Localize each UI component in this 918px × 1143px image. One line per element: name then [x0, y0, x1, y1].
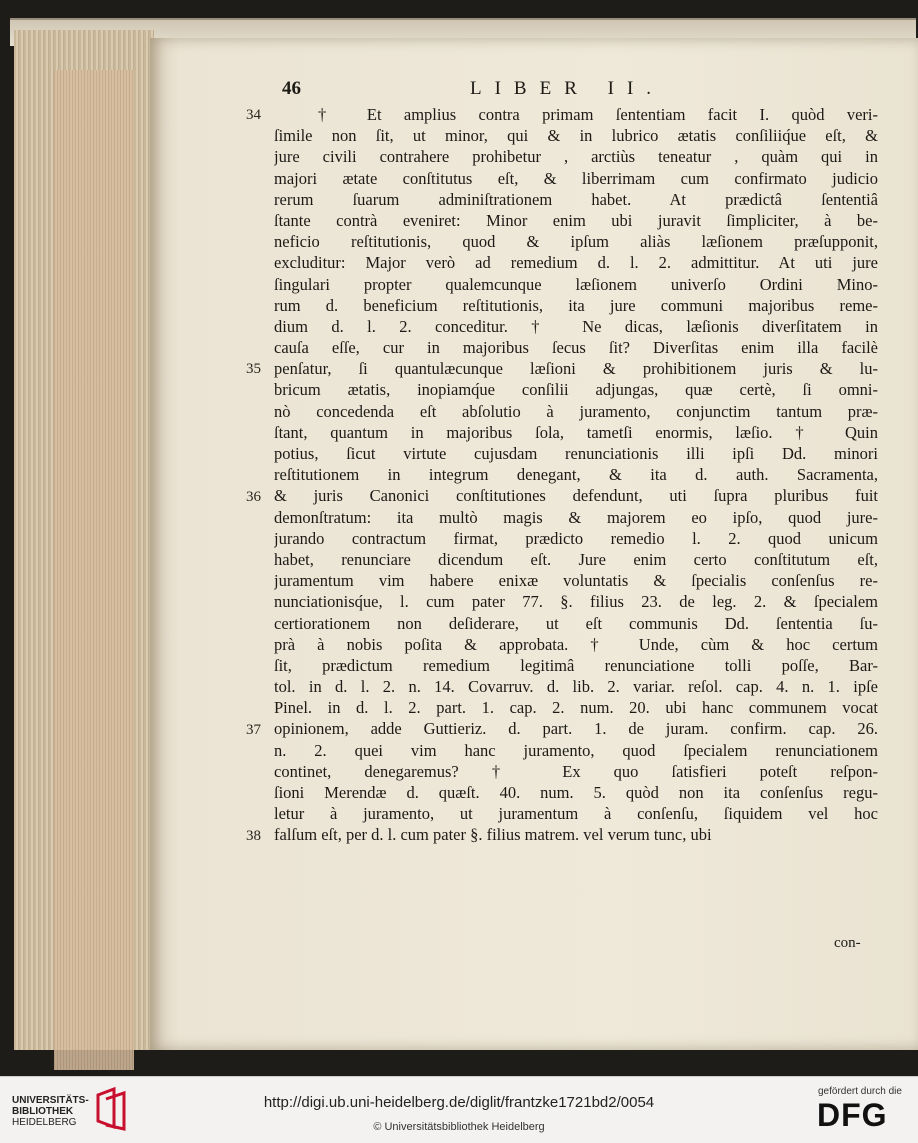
text-line: certiorationem non deſiderare, ut eſt communis Dd. ſententia ſu- — [274, 613, 878, 633]
text-line: continet, denegaremus? † Ex quo ſatisfieri poteſt reſpon- — [274, 761, 878, 781]
text-line: cauſa eſſe, cur in majoribus ſecus ſit? Diverſitas enim illa facilè — [274, 338, 878, 358]
text-line: ſtante contrà eveniret: Minor enim ubi juravit ſimpliciter, à be- — [274, 210, 878, 230]
text-line: tol. in d. l. 2. n. 14. Covarruv. d. lib. 2. variar. reſol. cap. 4. n. 1. ipſe — [274, 677, 878, 697]
margin-number: 37 — [246, 721, 261, 738]
funder-label: gefördert durch die — [818, 1086, 902, 1097]
text-line: majori ætate conſtitutus eſt, & liberrimam cum confirmato judicio — [274, 168, 878, 188]
text-line: juramentum vim habere enixæ voluntatis & ſpecialis conſenſus re- — [274, 571, 878, 591]
text-line: n. 2. quei vim hanc juramento, quod ſpecialem renunciationem — [274, 740, 878, 760]
text-line: habet, renunciare dicendum eſt. Jure enim certo conſtitutum eſt, — [274, 549, 878, 569]
page-number: 46 — [282, 78, 301, 99]
dfg-logo: DFG — [817, 1097, 888, 1133]
page-stack-edge — [14, 30, 154, 1050]
text-line: falſum eſt, per d. l. cum pater §. filius matrem. vel verum tunc, ubi — [274, 825, 712, 845]
text-line: nunciationisq́ue, l. cum pater 77. §. filius 23. de leg. 2. & ſpecialem — [274, 592, 878, 612]
catchword: con- — [834, 935, 861, 951]
source-url-link[interactable]: http://digi.ub.uni-heidelberg.de/diglit/frantzke1721bd2/0054 — [263, 1094, 655, 1111]
page-header — [0, 78, 918, 104]
text-line: jure civili contrahere prohibetur , arctiùs teneatur , quàm qui in — [274, 147, 878, 167]
text-line: ſimile non ſit, ut minor, qui & in lubrico ætatis conſiliiq́ue eſt, & — [274, 126, 878, 146]
text-line: demonſtratum: ita multò magis & majorem eo ipſo, quod jure- — [274, 507, 878, 527]
text-line: potius, ſicut virtute cujusdam renunciationis illi ipſi Dd. minori — [274, 444, 878, 463]
text-line: neficio reſtitutionis, quod & ipſum aliàs læſionem præſupponit, — [274, 232, 878, 252]
text-line: & juris Canonici conſtitutiones defendunt, uti ſupra pluribus fuit — [274, 486, 878, 506]
body-text — [274, 104, 878, 846]
viewer-footer — [0, 1076, 918, 1143]
text-line: dium d. l. 2. conceditur. † Ne dicas, læſionis diverſitatem in — [274, 316, 878, 336]
text-line: rum d. beneficium reſtitutionis, ita jure communi majoribus reme- — [274, 295, 878, 315]
margin-number: 36 — [246, 488, 261, 505]
text-line: jurando contractum firmat, prædicto remedio l. 2. quod unicum — [274, 528, 878, 548]
margin-number: 38 — [246, 827, 261, 844]
text-line: ſioni Merendæ d. quæſt. 40. num. 5. quòd non ita conſenſus regu- — [274, 783, 878, 802]
margin-number: 34 — [246, 107, 261, 123]
text-line: nò concedenda eſt abſolutio à juramento, conjunctim tantum præ- — [274, 401, 878, 421]
running-head: LIBER II. — [470, 78, 665, 99]
margin-number: 35 — [246, 361, 261, 378]
library-name: UNIVERSITÄTS- BIBLIOTHEK HEIDELBERG — [12, 1095, 89, 1128]
text-line: rerum ſuarum adminiſtrationem habet. At prædictâ ſententiâ — [274, 189, 878, 209]
text-line: excluditur: Major verò ad remedium d. l. 2. admittitur. At uti jure — [274, 253, 878, 273]
text-line: bricum ætatis, inopiamq́ue conſilii adjungas, quæ certè, ſi omni- — [274, 380, 878, 400]
text-line: letur à juramento, ut juramentum à conſenſu, ſiquidem vel hoc — [274, 804, 878, 824]
text-line: ſit, prædictum remedium legitimâ renunciatione tolli poſſe, Bar- — [274, 655, 878, 675]
text-line: ſtant, quantum in majoribus ſola, tametſi enormis, læſio. † Quin — [274, 422, 878, 442]
text-line: ſingulari propter qualemcunque læſionem univerſo Ordini Mino- — [274, 274, 878, 294]
copyright-notice: © Universitätsbibliothek Heidelberg — [373, 1121, 545, 1133]
text-line: † Et amplius contra primam ſententiam facit I. quòd veri- — [318, 105, 878, 124]
text-line: Pinel. in d. l. 2. part. 1. cap. 2. num. 20. ubi hanc communem vocat — [274, 698, 878, 718]
text-line: reſtitutionem in integrum denegant, & ita d. auth. Sacramenta, — [274, 465, 878, 485]
text-line: opinionem, adde Guttieriz. d. part. 1. de juram. confirm. cap. 26. — [274, 719, 878, 739]
text-line: prà à nobis poſita & approbata. † Unde, cùm & hoc certum — [274, 634, 878, 654]
text-line: penſatur, ſi quantulæcunque læſioni & prohibitionem juris & lu- — [274, 359, 878, 379]
